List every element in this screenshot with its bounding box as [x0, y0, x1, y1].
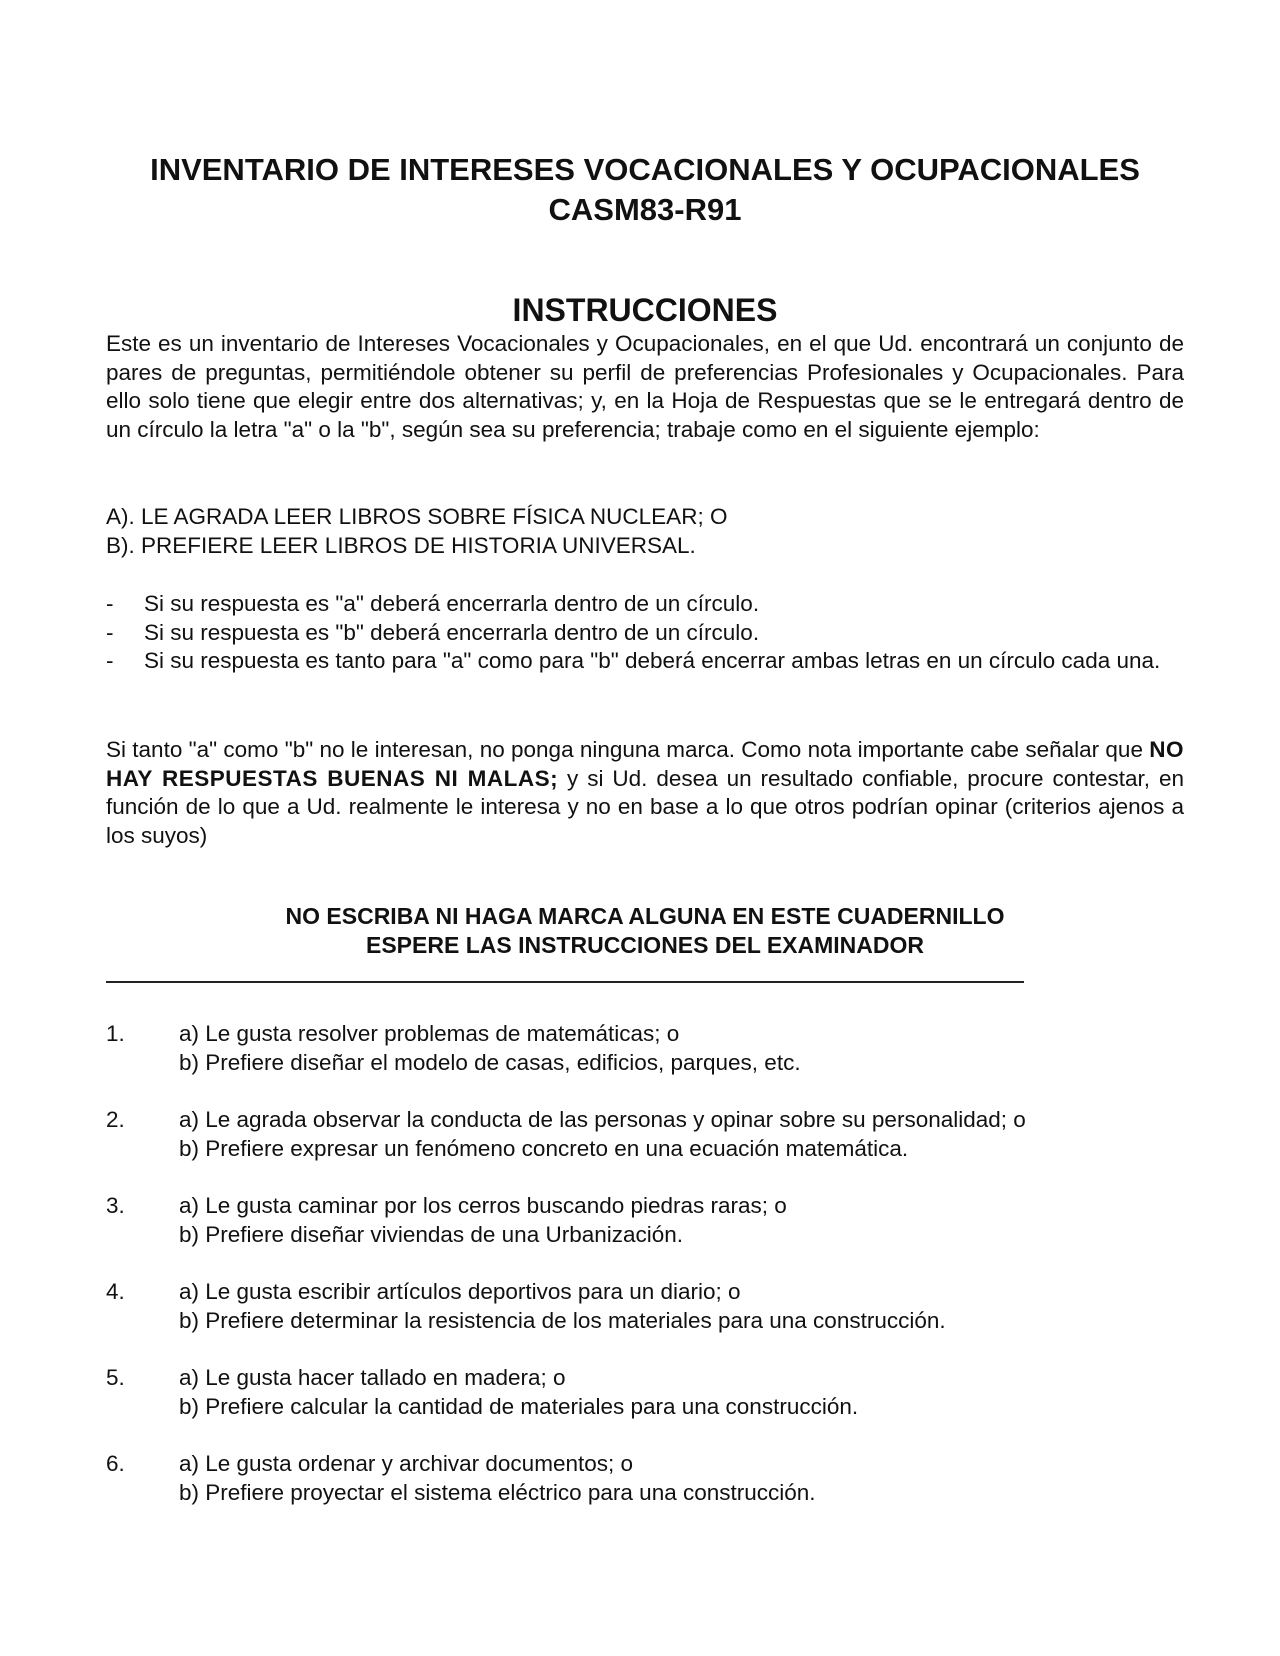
question-option-b: b) Prefiere calcular la cantidad de materiales para una construcción. [179, 1393, 859, 1419]
closing-emphasis: NO HAY RESPUESTAS BUENAS NI MALAS; [106, 737, 1184, 791]
divider-line [106, 981, 1024, 983]
closing-text-before: Si tanto "a" como "b" no le interesan, no ponga ninguna marca. Como nota importante cabe señalar que [106, 737, 1150, 762]
document-title [106, 150, 1184, 230]
bullet-dash: - [106, 591, 114, 616]
question-option-a: a) Le gusta resolver problemas de matemáticas; o [179, 1021, 680, 1046]
question-item [106, 1450, 1184, 1507]
bullet-item [106, 647, 1184, 676]
bullet-text: Si su respuesta es "a" deberá encerrarla dentro de un círculo. [144, 591, 760, 616]
question-option-a: a) Le gusta hacer tallado en madera; o [179, 1365, 566, 1390]
notice-line-2: ESPERE LAS INSTRUCCIONES DEL EXAMINADOR [365, 932, 925, 958]
document-page [106, 0, 1184, 1656]
bullet-item [106, 619, 1184, 648]
notice-line-1: NO ESCRIBA NI HAGA MARCA ALGUNA EN ESTE CUADERNILLO [285, 903, 1005, 929]
question-option-b: b) Prefiere proyectar el sistema eléctrico para una construcción. [179, 1479, 816, 1505]
bullet-item [106, 590, 1184, 619]
question-number: 1. [106, 1021, 125, 1046]
question-number: 2. [106, 1107, 125, 1132]
question-option-a: a) Le gusta escribir artículos deportivos para un diario; o [179, 1279, 741, 1304]
closing-text-after: y si Ud. desea un resultado confiable, procure contestar, en función de lo que a Ud. realmente le interesa y no en base a lo que otros podrían opinar (criterios ajenos a los suyos) [106, 765, 1184, 848]
question-option-b: b) Prefiere diseñar el modelo de casas, edificios, parques, etc. [179, 1049, 801, 1075]
question-option-a: a) Le agrada observar la conducta de las personas y opinar sobre su personalidad; o [179, 1107, 1026, 1132]
question-list [106, 1020, 1184, 1536]
question-option-a: a) Le gusta caminar por los cerros buscando piedras raras; o [179, 1193, 787, 1218]
question-option-a: a) Le gusta ordenar y archivar documentos; o [179, 1451, 633, 1476]
title-line-1: INVENTARIO DE INTERESES VOCACIONALES Y OCUPACIONALES [150, 152, 1140, 187]
question-number: 6. [106, 1451, 125, 1476]
bullet-dash: - [106, 619, 114, 645]
closing-paragraph [106, 736, 1184, 850]
title-line-2: CASM83-R91 [548, 192, 742, 227]
bullet-text: Si su respuesta es "b" deberá encerrarla dentro de un círculo. [144, 619, 760, 645]
question-item [106, 1020, 1184, 1077]
question-number: 4. [106, 1279, 125, 1304]
example-option-a: A). LE AGRADA LEER LIBROS SOBRE FÍSICA NUCLEAR; O [106, 504, 728, 529]
question-item [106, 1192, 1184, 1249]
question-item [106, 1106, 1184, 1163]
question-number: 5. [106, 1365, 125, 1390]
intro-paragraph: Este es un inventario de Intereses Vocacionales y Ocupacionales, en el que Ud. encontrará un conjunto de pares de preguntas, permitiéndole obtener su perfil de preferencias Profesionales y Ocupacionales. Para ello solo tiene que elegir entre dos alternativas; y, en la Hoja de Respuestas que se le entregará dentro de un círculo la letra "a" o la "b", según sea su preferencia; trabaje como en el siguiente ejemplo: [106, 331, 1184, 442]
example-option-b: B). PREFIERE LEER LIBROS DE HISTORIA UNIVERSAL. [106, 532, 696, 558]
bullet-text: Si su respuesta es tanto para "a" como para "b" deberá encerrar ambas letras en un círculo cada una. [144, 648, 1161, 673]
question-option-b: b) Prefiere determinar la resistencia de los materiales para una construcción. [179, 1307, 946, 1333]
example-block [106, 503, 1184, 560]
question-item [106, 1278, 1184, 1335]
question-number: 3. [106, 1193, 125, 1218]
bullet-dash: - [106, 648, 114, 673]
question-item [106, 1364, 1184, 1421]
question-option-b: b) Prefiere expresar un fenómeno concreto en una ecuación matemática. [179, 1135, 909, 1161]
examiner-notice [106, 902, 1184, 960]
instructions-heading: INSTRUCCIONES [512, 292, 778, 328]
instruction-bullets [106, 590, 1184, 676]
question-option-b: b) Prefiere diseñar viviendas de una Urbanización. [179, 1221, 684, 1247]
